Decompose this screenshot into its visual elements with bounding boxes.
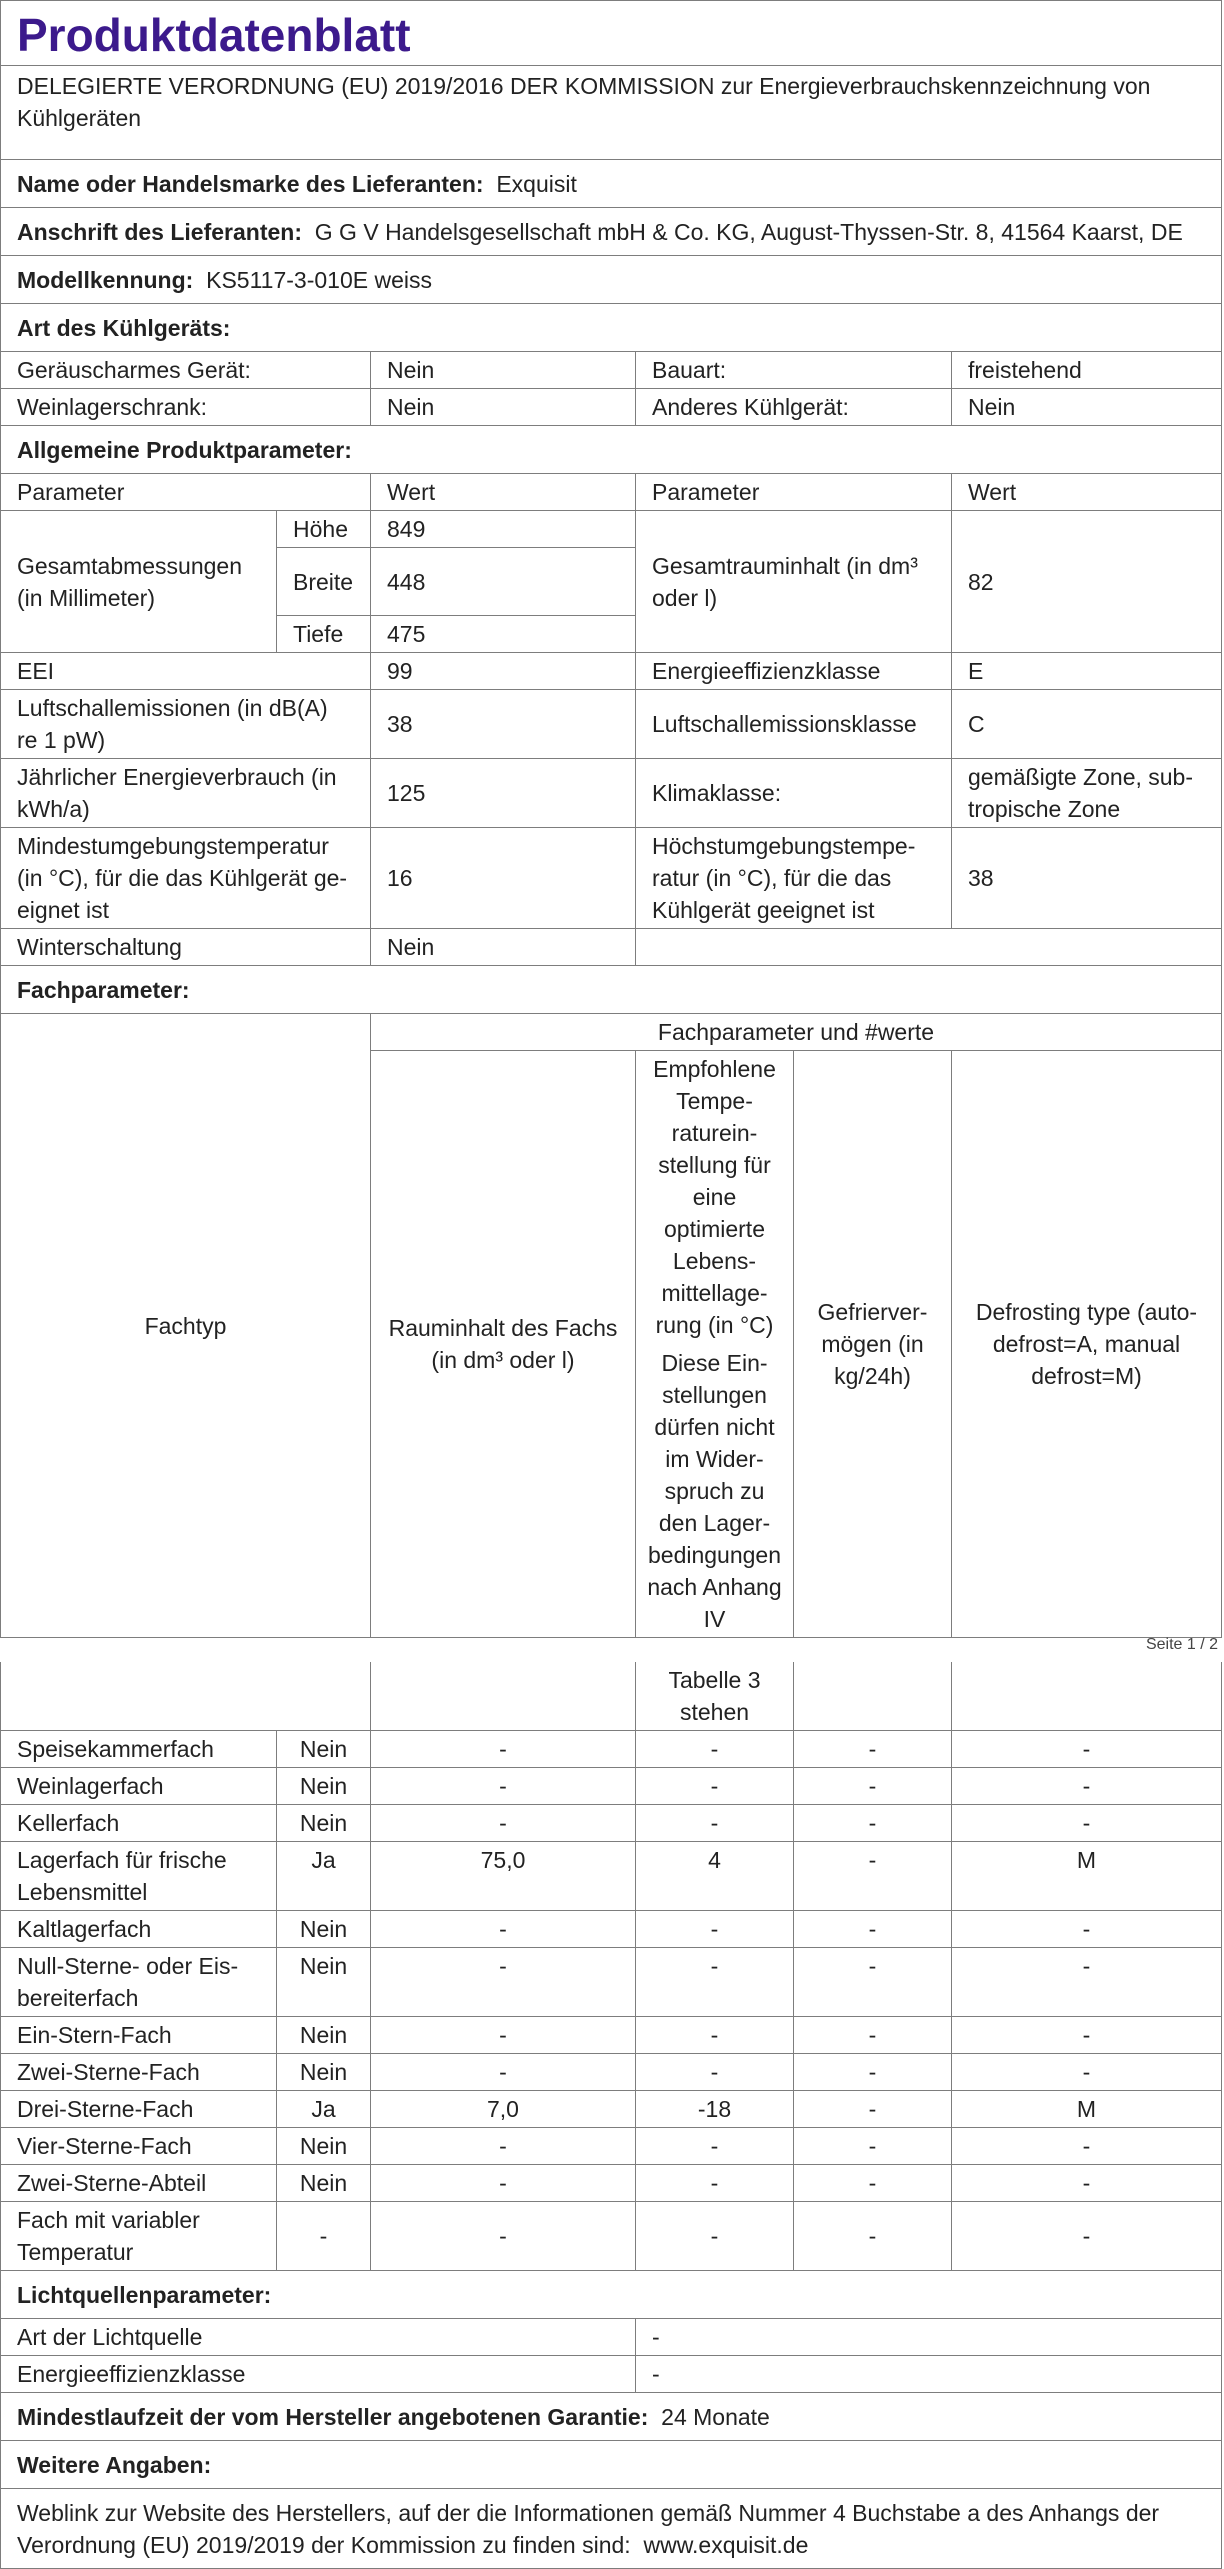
compartment-temperature: -: [636, 1731, 794, 1768]
type-label: Anderes Kühlgerät:: [636, 389, 952, 426]
param-label: Mindestumgebungstemperatur (in °C), für die das Kühlgerät geeignet ist: [1, 828, 371, 929]
continued-cell: [371, 1662, 636, 1731]
col-header-group: Fachparameter und #werte: [371, 1014, 1222, 1051]
page-2: [0, 1662, 1224, 2560]
type-label: Geräuscharmes Gerät:: [1, 352, 371, 389]
compartment-row: [1, 2165, 1222, 2202]
compartment-freezing: -: [794, 1911, 952, 1948]
type-value: Nein: [952, 389, 1222, 426]
compartment-volume: -: [371, 2054, 636, 2091]
compartment-name: Weinlagerfach: [1, 1768, 277, 1805]
compartment-volume: -: [371, 2017, 636, 2054]
supplier-address-row: [1, 208, 1222, 256]
model-label: Modellkennung:: [17, 266, 194, 293]
compartment-name: Vier-Sterne-Fach: [1, 2128, 277, 2165]
warranty-value: 24 Monate: [661, 2403, 770, 2430]
winter-label: Winterschaltung: [1, 929, 371, 966]
compartment-freezing: -: [794, 2091, 952, 2128]
compartment-temperature: -18: [636, 2091, 794, 2128]
dimension-label: Breite: [277, 548, 371, 616]
compartment-name: Null-Sterne- oder Eisbereiterfach: [1, 1948, 277, 2017]
compartment-defrost: -: [952, 2017, 1222, 2054]
further-info-row: [1, 2489, 1222, 2569]
type-label: Bauart:: [636, 352, 952, 389]
compartment-defrost: -: [952, 1911, 1222, 1948]
compartment-row: [1, 2128, 1222, 2165]
empty-cell: [636, 929, 1222, 966]
param-value: C: [952, 690, 1222, 759]
param-value: 99: [371, 653, 636, 690]
compartment-defrost: M: [952, 2091, 1222, 2128]
compartment-name: Fach mit variabler Temperatur: [1, 2202, 277, 2271]
compartment-name: Zwei-Sterne-Abteil: [1, 2165, 277, 2202]
type-section-heading: Art des Kühlgeräts:: [1, 304, 1222, 352]
datasheet-table-page2: [0, 1662, 1222, 2569]
compartment-row: [1, 1768, 1222, 1805]
compartment-defrost: -: [952, 2054, 1222, 2091]
param-label: Klimaklasse:: [636, 759, 952, 828]
compartment-freezing: -: [794, 1948, 952, 2017]
compartment-freezing: -: [794, 1731, 952, 1768]
compartment-defrost: -: [952, 1948, 1222, 2017]
col-header-parameter: Parameter: [1, 474, 371, 511]
compartment-volume: -: [371, 2202, 636, 2271]
temperature-header-part2: Diese Einstellungen dürfen nicht im Widerspruch zu den Lagerbedingungen nach Anhang IV: [647, 1350, 782, 1632]
further-text: Weblink zur Website des Herstellers, auf der die Informationen gemäß Nummer 4 Buchstabe a des Anhangs der Verordnung (EU) 2019/2019 der Kommission zu finden sind:: [17, 2499, 1160, 2558]
total-volume-value: 82: [952, 511, 1222, 653]
dimension-value: 475: [371, 616, 636, 653]
compartment-defrost: M: [952, 1842, 1222, 1911]
compartment-volume: -: [371, 2165, 636, 2202]
type-label: Weinlagerschrank:: [1, 389, 371, 426]
supplier-name-value: Exquisit: [496, 170, 577, 197]
page-number: Seite 1 / 2: [1145, 1636, 1218, 1653]
further-heading: Weitere Angaben:: [1, 2441, 1222, 2489]
compartment-name: Lagerfach für frische Lebensmittel: [1, 1842, 277, 1911]
col-header-temperature: [636, 1051, 794, 1638]
continued-cell: [1, 1662, 371, 1731]
compartment-volume: 75,0: [371, 1842, 636, 1911]
param-value: gemäßigte Zone, subtropische Zone: [952, 759, 1222, 828]
light-value: -: [636, 2356, 1222, 2393]
winter-value: Nein: [371, 929, 636, 966]
param-value: E: [952, 653, 1222, 690]
page-title: Produktdatenblatt: [1, 1, 1222, 66]
compartment-defrost: -: [952, 2165, 1222, 2202]
compartment-freezing: -: [794, 2017, 952, 2054]
col-header-parameter: Parameter: [636, 474, 952, 511]
compartment-present: Ja: [277, 2091, 371, 2128]
light-heading: Lichtquellenparameter:: [1, 2271, 1222, 2319]
compartment-temperature: -: [636, 1805, 794, 1842]
compartment-freezing: -: [794, 2054, 952, 2091]
warranty-row: [1, 2393, 1222, 2441]
compartment-present: Ja: [277, 1842, 371, 1911]
dimension-value: 448: [371, 548, 636, 616]
param-value: 125: [371, 759, 636, 828]
compartment-row: [1, 2017, 1222, 2054]
dimensions-label: Gesamtabmessungen (in Millimeter): [1, 511, 277, 653]
compartment-volume: -: [371, 1911, 636, 1948]
compartment-name: Kaltlagerfach: [1, 1911, 277, 1948]
warranty-label: Mindestlaufzeit der vom Hersteller angebotenen Garantie:: [17, 2403, 649, 2430]
compartment-present: Nein: [277, 2054, 371, 2091]
manufacturer-link[interactable]: www.exquisit.de: [643, 2531, 809, 2558]
compartment-row: [1, 1911, 1222, 1948]
compartment-defrost: -: [952, 2202, 1222, 2271]
param-label: Jährlicher Energieverbrauch (in kWh/a): [1, 759, 371, 828]
compartment-present: Nein: [277, 2165, 371, 2202]
light-value: -: [636, 2319, 1222, 2356]
compartment-name: Speisekammerfach: [1, 1731, 277, 1768]
compartment-present: Nein: [277, 2017, 371, 2054]
supplier-address-label: Anschrift des Lieferanten:: [17, 218, 302, 245]
compartment-temperature: -: [636, 1768, 794, 1805]
compartment-temperature: -: [636, 2202, 794, 2271]
col-header-type: Fachtyp: [1, 1014, 371, 1638]
compartment-row: [1, 2054, 1222, 2091]
compartment-freezing: -: [794, 1805, 952, 1842]
compartment-volume: 7,0: [371, 2091, 636, 2128]
compartment-row: [1, 1731, 1222, 1768]
supplier-address-value: G G V Handelsgesellschaft mbH & Co. KG, August-Thyssen-Str. 8, 41564 Kaarst, DE: [314, 218, 1183, 245]
param-value: 38: [952, 828, 1222, 929]
model-value: KS5117-3-010E weiss: [206, 266, 432, 293]
compartment-volume: -: [371, 1948, 636, 2017]
compartment-temperature: -: [636, 1911, 794, 1948]
compartment-present: Nein: [277, 1948, 371, 2017]
param-label: Luftschallemissionen (in dB(A) re 1 pW): [1, 690, 371, 759]
compartment-volume: -: [371, 1768, 636, 1805]
col-header-volume: Rauminhalt des Fachs (in dm³ oder l): [371, 1051, 636, 1638]
compartment-row: [1, 2091, 1222, 2128]
param-value: 38: [371, 690, 636, 759]
dimension-label: Tiefe: [277, 616, 371, 653]
col-header-freezing: Gefriervermögen (in kg/24h): [794, 1051, 952, 1638]
compartment-temperature: -: [636, 2017, 794, 2054]
param-label: Energieeffizienzklasse: [636, 653, 952, 690]
compartment-volume: -: [371, 2128, 636, 2165]
param-label: EEI: [1, 653, 371, 690]
compartment-present: Nein: [277, 1768, 371, 1805]
compartment-freezing: -: [794, 2165, 952, 2202]
compartment-defrost: -: [952, 2128, 1222, 2165]
compartment-present: Nein: [277, 1911, 371, 1948]
col-header-defrost: Defrosting type (auto-defrost=A, manual defrost=M): [952, 1051, 1222, 1638]
supplier-name-label: Name oder Handelsmarke des Lieferanten:: [17, 170, 484, 197]
compartment-row: [1, 1805, 1222, 1842]
regulation-text: DELEGIERTE VERORDNUNG (EU) 2019/2016 DER KOMMISSION zur Energieverbrauchskennzeichnung von Kühlgeräten: [1, 66, 1222, 160]
dimension-label: Höhe: [277, 511, 371, 548]
compartments-heading: Fachparameter:: [1, 966, 1222, 1014]
compartment-defrost: -: [952, 1731, 1222, 1768]
total-volume-label: Gesamtrauminhalt (in dm³ oder l): [636, 511, 952, 653]
temperature-header-part3: Tabelle 3 stehen: [636, 1662, 794, 1731]
compartment-name: Zwei-Sterne-Fach: [1, 2054, 277, 2091]
continued-cell: [952, 1662, 1222, 1731]
supplier-name-row: [1, 160, 1222, 208]
compartment-present: Nein: [277, 1731, 371, 1768]
compartment-row: [1, 1948, 1222, 2017]
compartment-name: Ein-Stern-Fach: [1, 2017, 277, 2054]
general-heading: Allgemeine Produktparameter:: [1, 426, 1222, 474]
compartment-name: Drei-Sterne-Fach: [1, 2091, 277, 2128]
compartment-defrost: -: [952, 1805, 1222, 1842]
col-header-value: Wert: [371, 474, 636, 511]
type-value: Nein: [371, 352, 636, 389]
compartment-volume: -: [371, 1805, 636, 1842]
param-label: Höchstumgebungstemperatur (in °C), für die das Kühlgerät geeignet ist: [636, 828, 952, 929]
dimension-value: 849: [371, 511, 636, 548]
compartment-temperature: -: [636, 2165, 794, 2202]
light-label: Energieeffizienzklasse: [1, 2356, 636, 2393]
compartment-row: [1, 2202, 1222, 2271]
compartment-present: -: [277, 2202, 371, 2271]
compartment-defrost: -: [952, 1768, 1222, 1805]
compartment-freezing: -: [794, 1842, 952, 1911]
param-value: 16: [371, 828, 636, 929]
compartment-name: Kellerfach: [1, 1805, 277, 1842]
light-label: Art der Lichtquelle: [1, 2319, 636, 2356]
continued-cell: [794, 1662, 952, 1731]
param-label: Luftschallemissionsklasse: [636, 690, 952, 759]
compartment-row: [1, 1842, 1222, 1911]
compartment-temperature: -: [636, 2128, 794, 2165]
temperature-header-part1: Empfohlene Temperatureinstellung für eine optimierte Lebensmittellagerung (in °C): [653, 1056, 776, 1338]
compartment-freezing: -: [794, 1768, 952, 1805]
compartment-temperature: 4: [636, 1842, 794, 1911]
compartment-volume: -: [371, 1731, 636, 1768]
model-row: [1, 256, 1222, 304]
compartment-freezing: -: [794, 2128, 952, 2165]
compartment-temperature: -: [636, 2054, 794, 2091]
type-value: freistehend: [952, 352, 1222, 389]
col-header-value: Wert: [952, 474, 1222, 511]
compartment-freezing: -: [794, 2202, 952, 2271]
type-value: Nein: [371, 389, 636, 426]
compartment-temperature: -: [636, 1948, 794, 2017]
compartment-present: Nein: [277, 2128, 371, 2165]
compartment-present: Nein: [277, 1805, 371, 1842]
